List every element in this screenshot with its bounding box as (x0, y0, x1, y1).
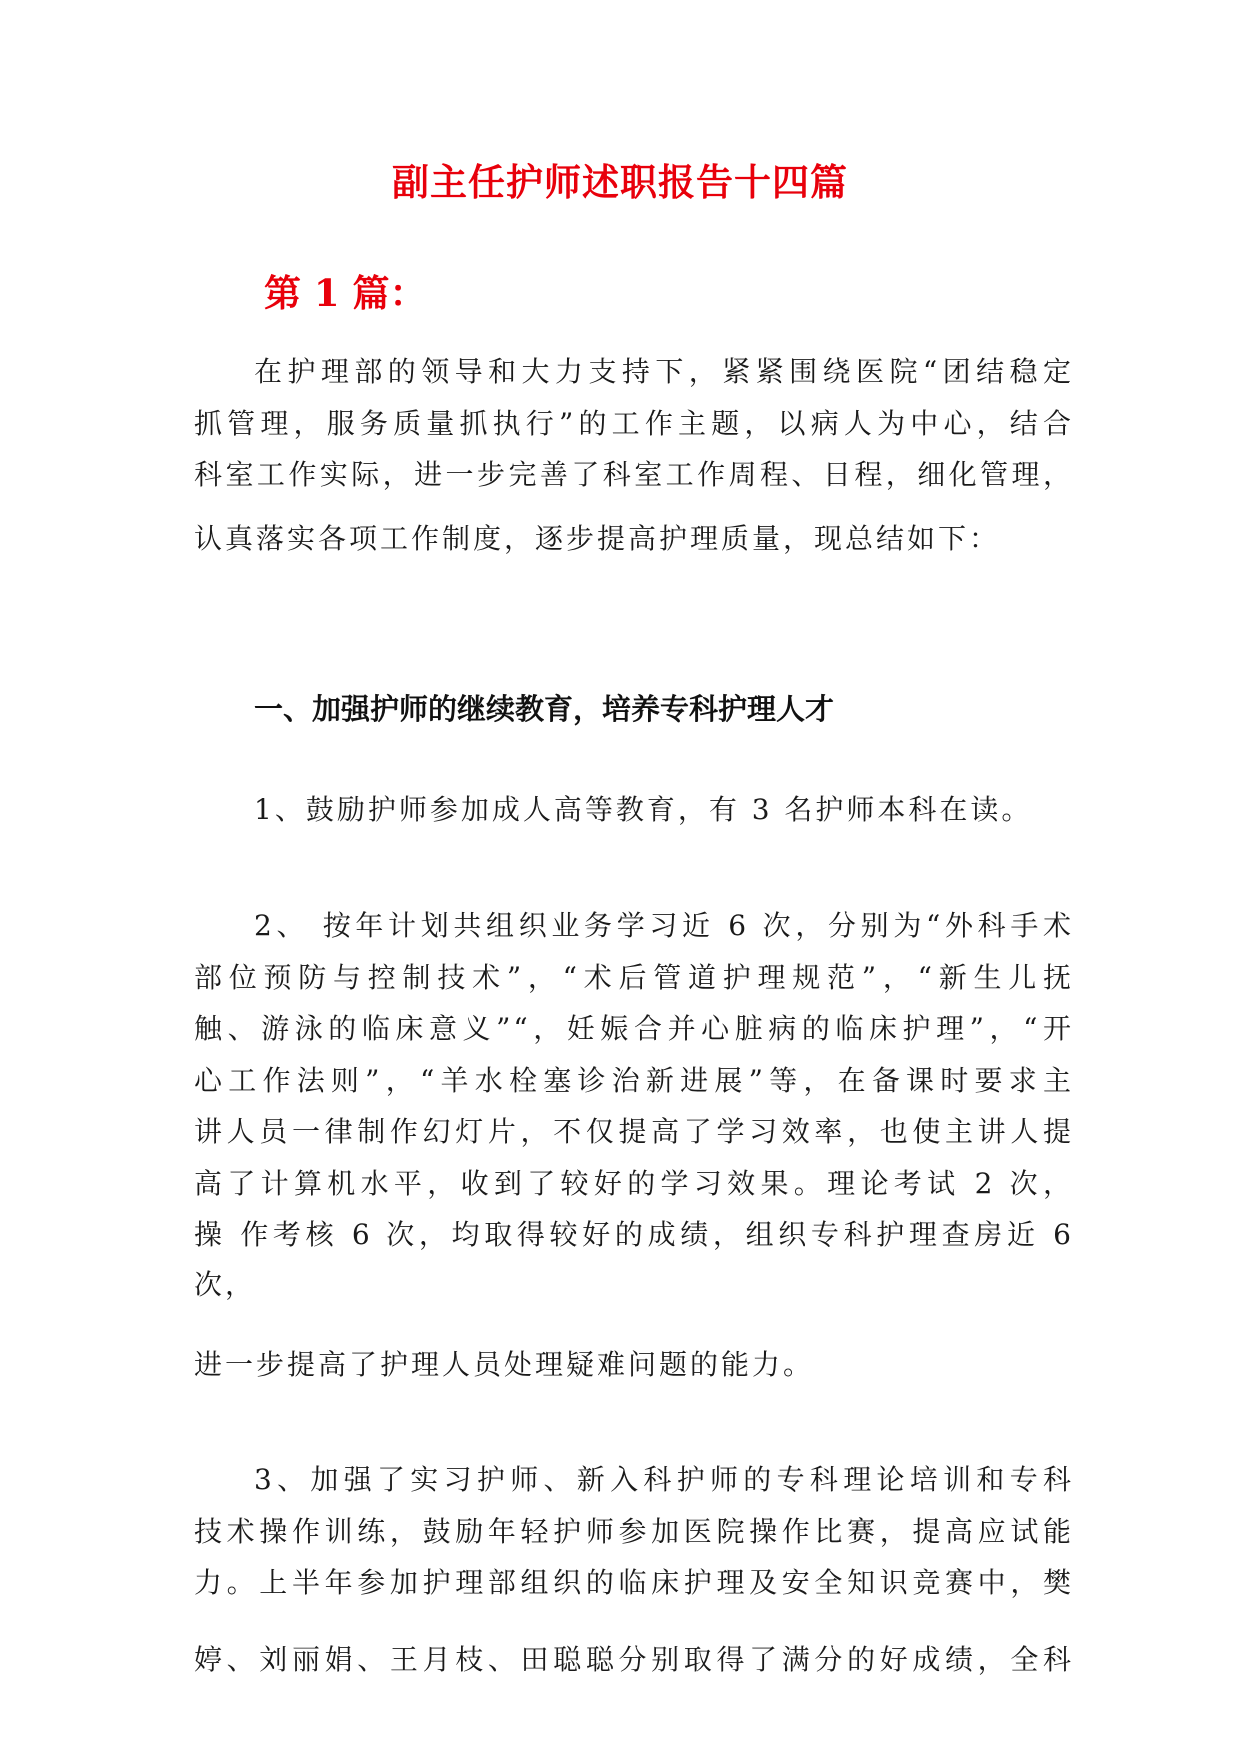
intro-line-4: 认真落实各项工作制度，逐步提高护理质量，现总结如下： (194, 522, 1001, 555)
item3-line-3: 力。上半年参加护理部组织的临床护理及安全知识竞赛中，樊 (194, 1566, 1074, 1599)
intro-line-3: 科室工作实际，进一步完善了科室工作周程、日程，细化管理， (194, 458, 1074, 491)
intro-line-1: 在护理部的领导和大力支持下，紧紧围绕医院“团结稳定 (254, 355, 1074, 388)
section-heading-1: 一、加强护师的继续教育，培养专科护理人才 (254, 692, 835, 726)
item3-line-4: 婷、刘丽娟、王月枝、田聪聪分别取得了满分的好成绩，全科 (194, 1643, 1074, 1676)
intro-line-2: 抓管理，服务质量抓执行”的工作主题，以病人为中心，结合 (194, 407, 1074, 440)
item2-line-1: 2、 按年计划共组织业务学习近 6 次，分别为“外科手术 (254, 909, 1074, 942)
list-item-1: 1、鼓励护师参加成人高等教育，有 3 名护师本科在读。 (254, 793, 1033, 826)
item3-line-2: 技术操作训练，鼓励年轻护师参加医院操作比赛，提高应试能 (194, 1515, 1074, 1548)
item2-line-8: 次， (194, 1268, 257, 1301)
item2-line-4: 心工作法则”，“羊水栓塞诊治新进展”等，在备课时要求主 (194, 1064, 1074, 1097)
item2-line-6: 高了计算机水平，收到了较好的学习效果。理论考试 2 次， (194, 1167, 1074, 1200)
document-title: 副主任护师述职报告十四篇 (392, 160, 848, 204)
item2-line-5: 讲人员一律制作幻灯片，不仅提高了学习效率，也使主讲人提 (194, 1115, 1074, 1148)
item3-line-1: 3、加强了实习护师、新入科护师的专科理论培训和专科 (254, 1463, 1074, 1496)
item2-line-7: 操 作考核 6 次，均取得较好的成绩，组织专科护理查房近 6 (194, 1218, 1074, 1251)
item2-line-2: 部位预防与控制技术”，“术后管道护理规范”，“新生儿抚 (194, 961, 1074, 994)
item2-line-9: 进一步提高了护理人员处理疑难问题的能力。 (194, 1348, 815, 1381)
piece-heading: 第 1 篇： (264, 271, 427, 315)
item2-line-3: 触、游泳的临床意义”“，妊娠合并心脏病的临床护理”，“开 (194, 1012, 1074, 1045)
